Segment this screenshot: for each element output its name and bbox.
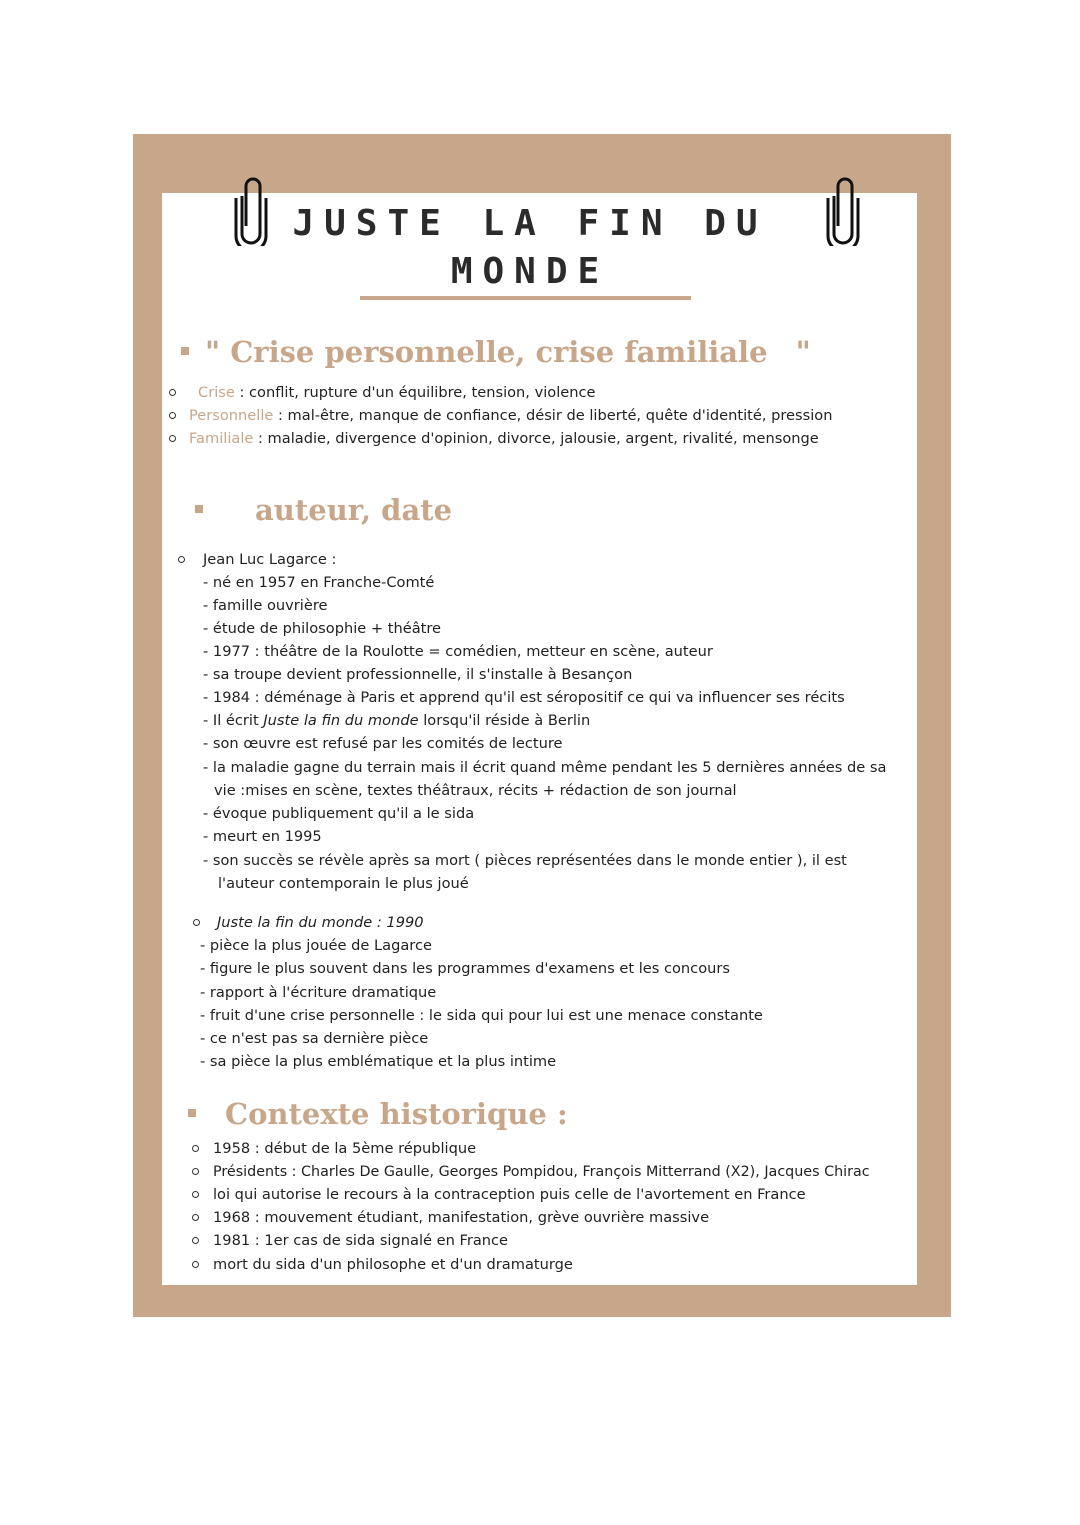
list-item: Familiale : maladie, divergence d'opinion, divorce, jalousie, argent, rivalité, mensonge [189, 430, 819, 447]
list-bullet [178, 556, 185, 563]
author-line: - son œuvre est refusé par les comités de lecture [203, 735, 563, 752]
history-item: mort du sida d'un philosophe et d'un dramaturge [213, 1256, 573, 1273]
list-bullet [192, 1145, 199, 1152]
work-line: - ce n'est pas sa dernière pièce [200, 1030, 429, 1047]
title-line-1: JUSTE LA FIN DU [292, 203, 768, 244]
list-bullet [192, 1261, 199, 1268]
list-bullet [192, 1168, 199, 1175]
author-line: l'auteur contemporain le plus joué [218, 875, 469, 892]
list-bullet [192, 1237, 199, 1244]
section2-bullet [195, 505, 203, 513]
list-item: Crise : conflit, rupture d'un équilibre, tension, violence [198, 384, 596, 401]
author-line: - son succès se révèle après sa mort ( pièces représentées dans le monde entier ), il est [203, 852, 847, 869]
work-line: - pièce la plus jouée de Lagarce [200, 937, 432, 954]
title-line-2: MONDE [450, 251, 610, 292]
author-line: - 1984 : déménage à Paris et apprend qu'il est séropositif ce qui va influencer ses récits [203, 689, 845, 706]
list-item: Personnelle : mal-être, manque de confiance, désir de liberté, quête d'identité, pression [189, 407, 833, 424]
section3-bullet [188, 1109, 196, 1117]
list-bullet [169, 389, 176, 396]
list-bullet [193, 919, 200, 926]
author-line: - la maladie gagne du terrain mais il écrit quand même pendant les 5 dernières années de sa [203, 759, 887, 776]
history-item: 1968 : mouvement étudiant, manifestation, grève ouvrière massive [213, 1209, 710, 1226]
list-bullet [169, 435, 176, 442]
history-item: loi qui autorise le recours à la contraception puis celle de l'avortement en France [213, 1186, 806, 1203]
author-line: - famille ouvrière [203, 597, 328, 614]
section1-bullet [181, 347, 189, 355]
author-line: - 1977 : théâtre de la Roulotte = comédien, metteur en scène, auteur [203, 643, 713, 660]
author-line: - Il écrit Juste la fin du monde lorsqu'il réside à Berlin [203, 712, 591, 729]
paperclip-right-icon [824, 176, 862, 246]
author-line: vie :mises en scène, textes théâtraux, récits + rédaction de son journal [214, 782, 737, 799]
title-underline [360, 296, 691, 300]
work-line: - rapport à l'écriture dramatique [200, 984, 437, 1001]
paperclip-left-icon [232, 176, 270, 246]
author-line: - évoque publiquement qu'il a le sida [203, 805, 475, 822]
history-item: Présidents : Charles De Gaulle, Georges Pompidou, François Mitterrand (X2), Jacques Chirac [213, 1164, 870, 1180]
work-line: - sa pièce la plus emblématique et la plus intime [200, 1053, 557, 1070]
page-title [280, 200, 780, 296]
section2-heading: auteur, date [255, 493, 453, 527]
author-line: - né en 1957 en Franche-Comté [203, 574, 435, 591]
author-label: Jean Luc Lagarce : [203, 551, 337, 568]
author-line: - étude de philosophie + théâtre [203, 620, 442, 637]
history-item: 1958 : début de la 5ème république [213, 1140, 477, 1157]
section1-heading: " Crise personnelle, crise familiale " [205, 335, 811, 369]
list-bullet [192, 1214, 199, 1221]
author-line: - sa troupe devient professionnelle, il s'installe à Besançon [203, 666, 633, 683]
work-line: - fruit d'une crise personnelle : le sida qui pour lui est une menace constante [200, 1007, 763, 1024]
list-bullet [192, 1191, 199, 1198]
history-item: 1981 : 1er cas de sida signalé en France [213, 1232, 509, 1249]
author-line: - meurt en 1995 [203, 828, 322, 845]
section3-heading: Contexte historique : [225, 1097, 568, 1131]
work-label: Juste la fin du monde : 1990 [217, 914, 424, 931]
work-line: - figure le plus souvent dans les programmes d'examens et les concours [200, 960, 730, 977]
list-bullet [169, 412, 176, 419]
